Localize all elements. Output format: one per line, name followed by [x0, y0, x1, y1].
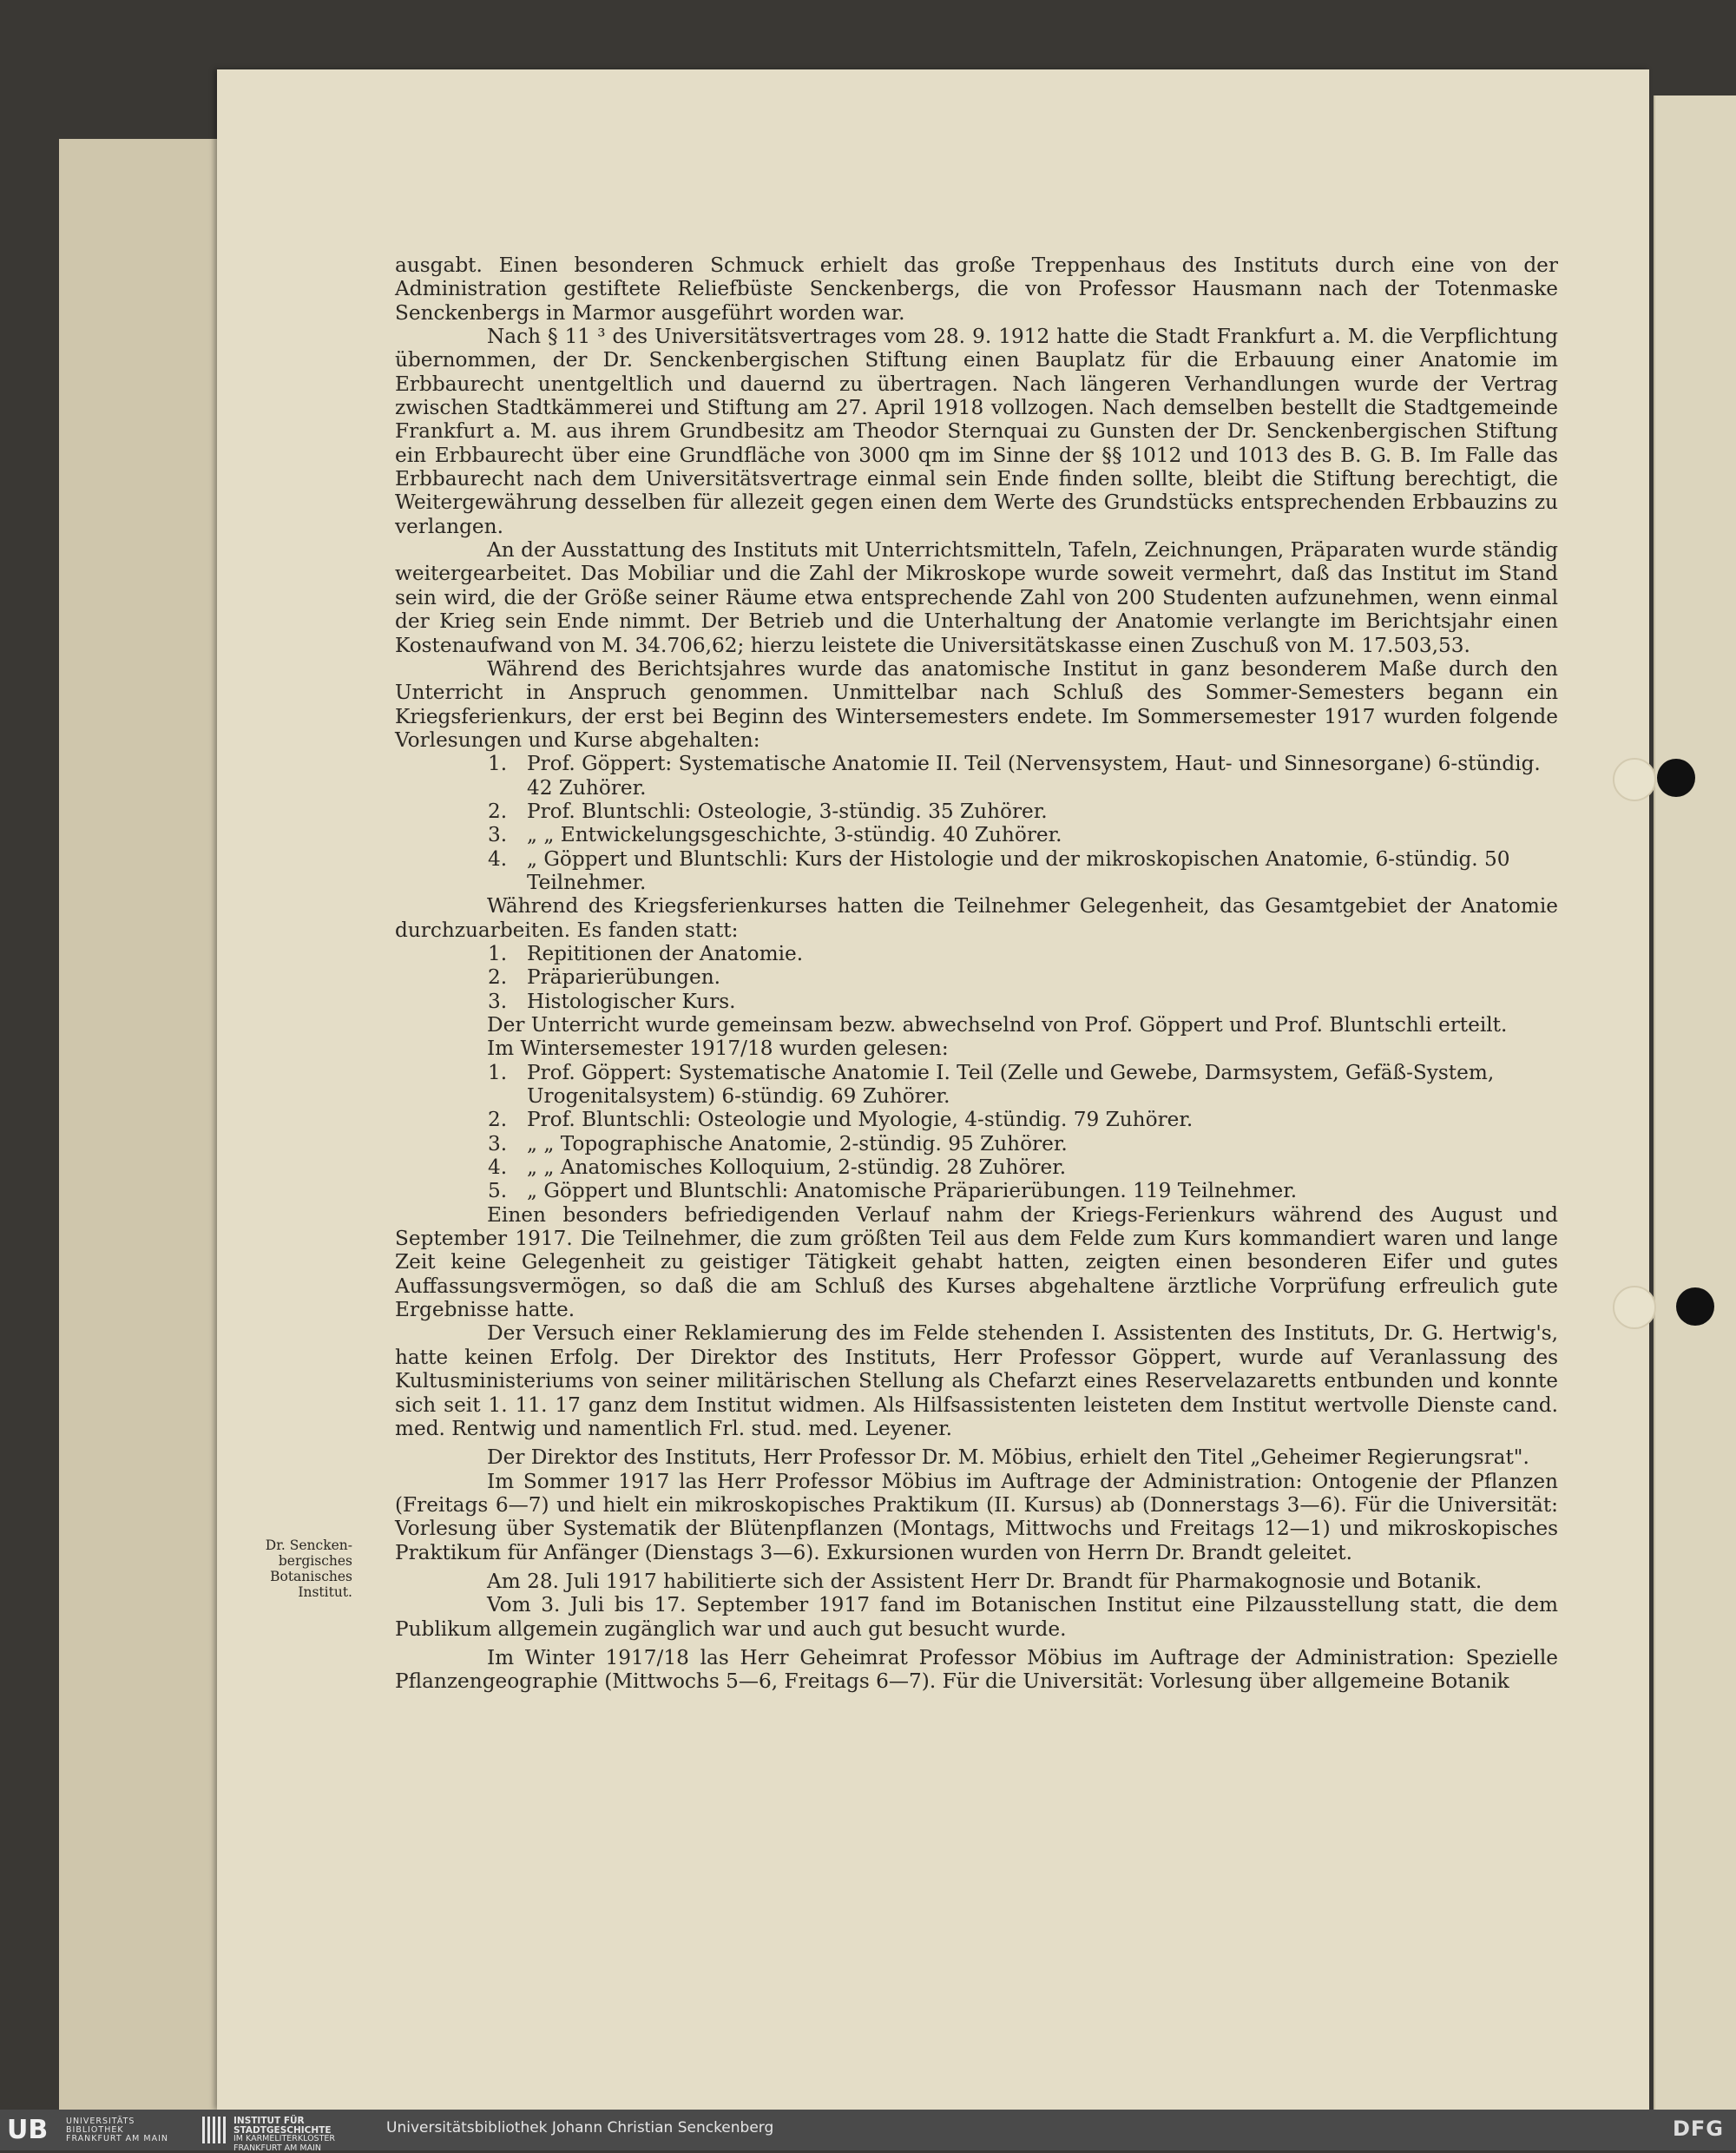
list-item-text: „ „ Entwickelungsgeschichte, 3-stündig. 40 Zuhörer. [527, 823, 1558, 846]
list-item [488, 800, 1558, 823]
list-item-text: „ „ Topographische Anatomie, 2-stündig. 95 Zuhörer. [527, 1132, 1558, 1156]
paragraph: An der Ausstattung des Instituts mit Unterrichtsmitteln, Tafeln, Zeichnungen, Präparaten wurde ständig weitergearbeitet. Das Mobiliar und die Zahl der Mikroskope wurde soweit vermehrt, daß das Institut im Stand sein wird, die der Größe seiner Räume etwa entsprechende Zahl von 200 Studenten aufzunehmen, wenn einmal der Krieg sein Ende nimmt. Der Betrieb und die Unterhaltung der Anatomie verlangte im Berichtsjahr einen Kostenaufwand von M. 34.706,62; hierzu leistete die Universitätskasse einen Zuschuß von M. 17.503,53. [395, 538, 1558, 657]
punch-hole-ghost-lower [1613, 1286, 1656, 1329]
margin-note-line: bergisches [243, 1553, 352, 1569]
ub-logo[interactable] [7, 2115, 228, 2145]
list-item-number: 3. [488, 1132, 507, 1156]
list-item-text: Prof. Göppert: Systematische Anatomie I. Teil (Zelle und Gewebe, Darmsystem, Gefäß-System, Urogenitalsystem) 6-stündig. 69 Zuhörer. [527, 1061, 1558, 1109]
paragraph: Der Direktor des Instituts, Herr Professor Dr. M. Möbius, erhielt den Titel „Geheimer Regierungsrat". [395, 1445, 1558, 1469]
list-item-text: „ Göppert und Bluntschli: Kurs der Histologie und der mikroskopischen Anatomie, 6-stündig. 50 Teilnehmer. [527, 847, 1558, 895]
paragraph: Der Unterricht wurde gemeinsam bezw. abwechselnd von Prof. Göppert und Prof. Bluntschli erteilt. [395, 1013, 1558, 1037]
list-item-number: 1. [488, 1061, 507, 1084]
list-item-text: „ „ Anatomisches Kolloquium, 2-stündig. 28 Zuhörer. [527, 1156, 1558, 1179]
list-item [488, 1179, 1558, 1202]
list-item-text: Prof. Bluntschli: Osteologie und Myologie, 4-stündig. 79 Zuhörer. [527, 1108, 1558, 1131]
institute-logo-line: STADTGESCHICHTE [233, 2126, 335, 2136]
list-item-text: Repititionen der Anatomie. [527, 942, 1558, 965]
list-item-text: „ Göppert und Bluntschli: Anatomische Präparierübungen. 119 Teilnehmer. [527, 1179, 1558, 1202]
margin-note [243, 1537, 352, 1600]
list-item-number: 4. [488, 847, 507, 871]
viewer-footer [0, 2110, 1736, 2150]
list-item-text: Prof. Göppert: Systematische Anatomie II. Teil (Nervensystem, Haut- und Sinnesorgane) 6-stündig. 42 Zuhörer. [527, 752, 1558, 800]
list-item-text: Histologischer Kurs. [527, 990, 1558, 1013]
list-item [488, 990, 1558, 1013]
list-item-number: 5. [488, 1179, 507, 1202]
list-item-number: 1. [488, 942, 507, 965]
list-item-text: Präparierübungen. [527, 965, 1558, 989]
ub-logo-line: BIBLIOTHEK [66, 2126, 168, 2135]
institute-logo-line: IM KARMELITERKLOSTER [233, 2135, 335, 2144]
institute-logo-line: FRANKFURT AM MAIN [233, 2144, 335, 2153]
list-item [488, 823, 1558, 846]
list-item-number: 2. [488, 800, 507, 823]
list-item-number: 1. [488, 752, 507, 775]
paragraph: Der Versuch einer Reklamierung des im Felde stehenden I. Assistenten des Instituts, Dr. G. Hertwig's, hatte keinen Erfolg. Der Direktor des Instituts, Herr Professor Göppert, wurde auf Veranlassung des Kultusministeriums von seiner militärischen Stellung als Chefarzt eines Reservelazaretts entbunden und konnte sich seit 1. 11. 17 ganz dem Institut widmen. Als Hilfsassistenten leisteten dem Institut wertvolle Dienste cand. med. Rentwig und namentlich Frl. stud. med. Leyener. [395, 1321, 1558, 1440]
institute-logo-icon [202, 2117, 227, 2143]
ub-logo-mark: UB [7, 2115, 48, 2145]
list-item [488, 1061, 1558, 1109]
list-item [488, 942, 1558, 965]
paragraph: Einen besonders befriedigenden Verlauf nahm der Kriegs-Ferienkurs während des August und September 1917. Die Teilnehmer, die zum größten Teil aus dem Felde zum Kurs kommandiert waren und lange Zeit keine Gelegenheit zu geistiger Tätigkeit gehabt hatten, zeigten einen besonderen Eifer und gutes Auffassungsvermögen, so daß die am Schluß des Kurses abgehaltene ärztliche Vorprüfung erfreulich gute Ergebnisse hatte. [395, 1203, 1558, 1322]
paragraph: Am 28. Juli 1917 habilitierte sich der Assistent Herr Dr. Brandt für Pharmakognosie und Botanik. [395, 1570, 1558, 1593]
list-item-number: 3. [488, 990, 507, 1013]
ub-logo-line: FRANKFURT AM MAIN [66, 2135, 168, 2143]
list-item [488, 1132, 1558, 1156]
institute-logo[interactable] [202, 2115, 376, 2145]
paragraph: Im Wintersemester 1917/18 wurden gelesen: [395, 1037, 1558, 1060]
list-item-number: 2. [488, 965, 507, 989]
margin-note-line: Dr. Sencken- [243, 1537, 352, 1553]
institute-logo-text [233, 2117, 335, 2153]
paragraph: Im Winter 1917/18 las Herr Geheimrat Professor Möbius im Auftrage der Administration: Spezielle Pflanzengeographie (Mittwochs 5—6, Freitags 6—7). Für die Universität: Vorlesung über allgemeine Botanik [395, 1646, 1558, 1694]
punch-hole-ghost-upper [1613, 758, 1656, 801]
paragraph: ausgabt. Einen besonderen Schmuck erhielt das große Treppenhaus des Instituts durch eine von der Administration gestiftete Reliefbüste Senckenbergs, die von Professor Hausmann nach der Totenmaske Senckenbergs in Marmor ausgeführt worden war. [395, 253, 1558, 325]
library-name: Universitätsbibliothek Johann Christian Senckenberg [386, 2119, 773, 2137]
list-item [488, 1156, 1558, 1179]
document-body [395, 253, 1558, 1694]
dfg-logo[interactable]: DFG [1673, 2117, 1724, 2141]
punch-hole-lower [1676, 1287, 1714, 1326]
margin-note-line: Botanisches [243, 1569, 352, 1584]
paragraph: Während des Berichtsjahres wurde das anatomische Institut in ganz besonderem Maße durch den Unterricht in Anspruch genommen. Unmittelbar nach Schluß des Sommer-Semesters begann ein Kriegsferienkurs, der erst bei Beginn des Wintersemesters endete. Im Sommersemester 1917 wurden folgende Vorlesungen und Kurse abgehalten: [395, 657, 1558, 752]
adjacent-page-edge [1654, 95, 1736, 2110]
margin-note-line: Institut. [243, 1584, 352, 1600]
list-item-number: 4. [488, 1156, 507, 1179]
list-item [488, 847, 1558, 895]
list-item [488, 752, 1558, 800]
list-item-number: 2. [488, 1108, 507, 1131]
list-item-number: 3. [488, 823, 507, 846]
paragraph: Nach § 11 ³ des Universitätsvertrages vom 28. 9. 1912 hatte die Stadt Frankfurt a. M. die Verpflichtung übernommen, der Dr. Senckenbergischen Stiftung einen Bauplatz für die Erbauung einer Anatomie im Erbbaurecht unentgeltlich und dauernd zu übertragen. Nach längeren Verhandlungen wurde der Vertrag zwischen Stadtkämmerei und Stiftung am 27. April 1918 vollzogen. Nach demselben bestellt die Stadtgemeinde Frankfurt a. M. aus ihrem Grundbesitz am Theodor Sternquai zu Gunsten der Dr. Senckenbergischen Stiftung ein Erbbaurecht über eine Grundfläche von 3000 qm im Sinne der §§ 1012 und 1013 des B. G. B. Im Falle das Erbbaurecht nach dem Universitätsvertrage einmal sein Ende finden sollte, bleibt die Stiftung berechtigt, die Weitergewährung desselben für allezeit gegen einen dem Werte des Grundstücks entsprechenden Erbbauzins zu verlangen. [395, 325, 1558, 538]
institute-logo-line: INSTITUT FÜR [233, 2117, 335, 2126]
ub-logo-text [66, 2117, 168, 2143]
punch-hole-upper [1657, 759, 1695, 797]
paragraph: Während des Kriegsferienkurses hatten die Teilnehmer Gelegenheit, das Gesamtgebiet der Anatomie durchzuarbeiten. Es fanden statt: [395, 894, 1558, 942]
list-item [488, 1108, 1558, 1131]
ub-logo-line: UNIVERSITÄTS [66, 2117, 168, 2126]
paragraph: Im Sommer 1917 las Herr Professor Möbius im Auftrage der Administration: Ontogenie der Pflanzen (Freitags 6—7) und hielt ein mikroskopisches Praktikum (II. Kursus) ab (Donnerstags 3—6). Für die Universität: Vorlesung über Systematik der Blütenpflanzen (Montags, Mittwochs und Freitags 12—1) und mikroskopisches Praktikum für Anfänger (Dienstags 3—6). Exkursionen wurden von Herrn Dr. Brandt geleitet. [395, 1470, 1558, 1564]
list-item [488, 965, 1558, 989]
list-item-text: Prof. Bluntschli: Osteologie, 3-stündig. 35 Zuhörer. [527, 800, 1558, 823]
paragraph: Vom 3. Juli bis 17. September 1917 fand im Botanischen Institut eine Pilzausstellung statt, die dem Publikum allgemein zugänglich war und auch gut besucht wurde. [395, 1593, 1558, 1641]
